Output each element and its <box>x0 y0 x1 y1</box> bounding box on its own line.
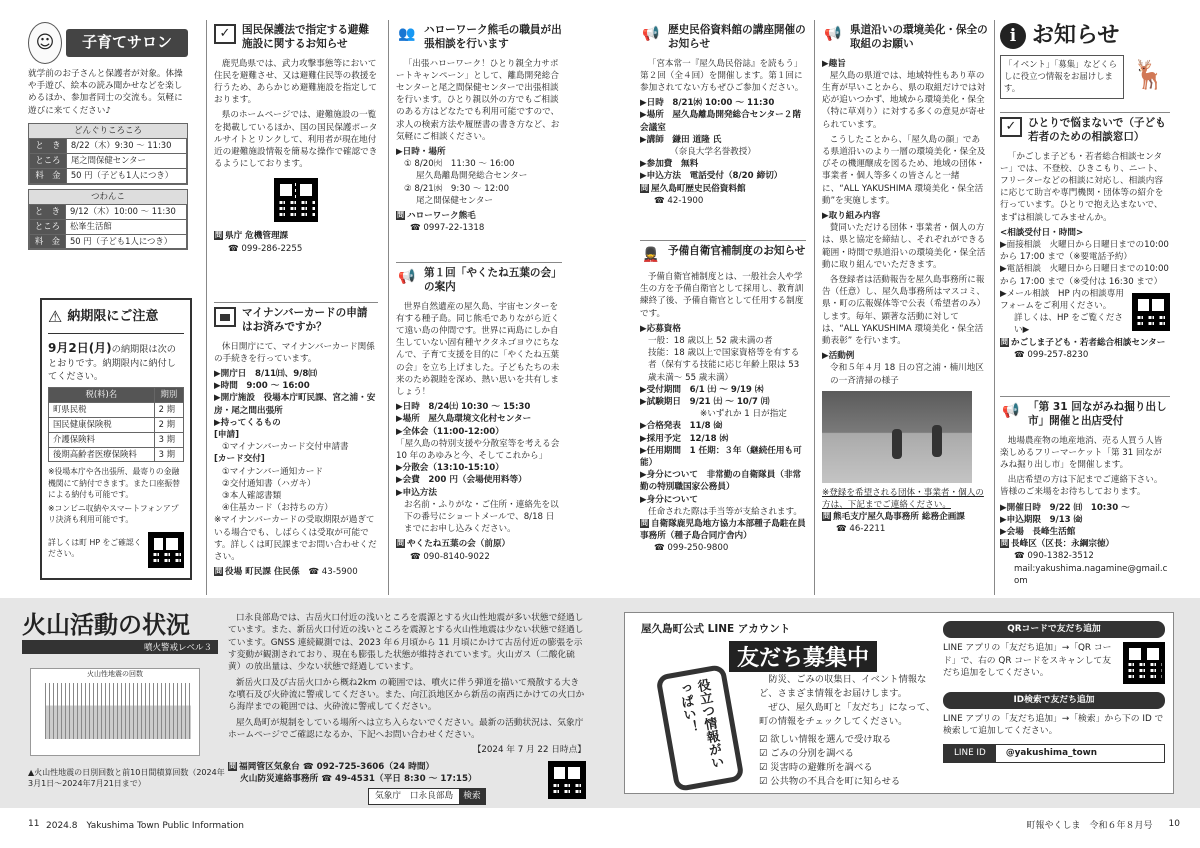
check-item: ☑ 災害時の避難所を調べる <box>759 761 873 773</box>
oshirase-section <box>1000 20 1170 99</box>
list-item: ④住基カード（お持ちの方） <box>222 503 333 514</box>
cell: 料 金 <box>30 234 66 249</box>
megaphone-icon: 📢 <box>824 25 842 42</box>
paragraph: 地場農産物の地産地消、売る人買う人皆楽しめるフリーマーケット「第 31 回ながみね掘り出し市」を開催します。 <box>1000 435 1163 470</box>
volcano-title: 火山活動の状況 <box>22 611 190 639</box>
paragraph: 各登録者は活動報告を屋久島事務所に報告（任意）し、屋久島事務所はマスコミ、県・町の広報媒体等で公表（希望者のみ）します。毎年、顕著な活動に対しては、“ALL YAKUSHIMA 環境美化・保全活動表彰” を行います。 <box>822 274 986 346</box>
list-item: ③本人確認書類 <box>222 490 282 501</box>
cell: と き <box>30 138 67 153</box>
check-item: ☑ 公共物の不具合を町に知らせる <box>759 775 901 787</box>
list-item: ▶開庁日 8/11㈰、9/8㈰ <box>214 368 317 379</box>
list-item: ▶採用予定 12/18 ㈬ <box>640 433 729 444</box>
deer-mascot-icon: 🦌 <box>1131 58 1167 92</box>
paragraph: こうしたことから、「屋久島の顔」である県道沿いのより一層の環境美化・保全及びその機運醸成を図るため、地域の団体・事業者・個人等多くの皆さんと一緒に、“ALL YAKUSHIMA 環境美化・保全活動”を実施します。 <box>822 134 986 206</box>
list-item: <相談受付日・時間> <box>1000 227 1084 238</box>
list-item: 詳しくは、HP をご覧ください▶ <box>1014 313 1123 336</box>
museum-title: 歴史民俗資料館の講座開催のお知らせ <box>668 24 806 50</box>
contact-icon: 問 <box>229 761 236 770</box>
cell: 9/12（木）10:00 ～ 11:30 <box>65 204 186 219</box>
roadside-section <box>822 24 988 536</box>
contact-line: 福岡管区気象台 ☎ 092-725-3606（24 時間） <box>239 761 435 772</box>
table-row: 町県民税 2 期 <box>49 402 184 417</box>
salon-table-2-name: つわんこ <box>29 190 187 204</box>
list-item: ▶趣旨 <box>822 58 846 69</box>
paragraph: 賛同いただける団体・事業者・個人の方は、県と協定を締結し、それぞれができる範囲・時間で県道沿いの環境美化・保全活動に取り組んでいただきます。 <box>822 223 986 270</box>
card-icon <box>214 307 236 327</box>
table-row: 介護保険料 3 期 <box>49 432 184 447</box>
list-item: ②交付通知書（ハガキ） <box>222 478 316 489</box>
paragraph: 出店希望の方は下記までご連絡下さい。皆様のご来場をお待ちしております。 <box>1000 475 1163 498</box>
list-item: ▶取り組み内容 <box>822 210 881 221</box>
payment-table <box>48 387 184 463</box>
mynumber-section <box>214 302 378 578</box>
page-number-left: 11 <box>28 819 40 829</box>
qr-title: QRコードで友だち追加 <box>943 621 1165 638</box>
list-item: ▶参加費 無料 <box>640 159 699 170</box>
id-title: ID検索で友だち追加 <box>943 692 1165 709</box>
list-item: 屋久島離島開発総合センター <box>416 171 528 182</box>
list-item: ①マイナンバーカード交付申請書 <box>222 442 349 453</box>
oshirase-sub: 「イベント」「募集」などくらしに役立つ情報をお届けします。 <box>1000 55 1124 99</box>
contact-name: 役場 町民課 住民係 <box>225 567 300 578</box>
cell: と き <box>30 204 66 219</box>
contact-tel: ☎ 099-257-8230 <box>1014 349 1089 360</box>
contact-icon: 問 <box>641 519 648 528</box>
payment-text: の納期限は次のとおりです。納期限内に納付してください。 <box>48 343 176 382</box>
contact-name: やくたね五葉の会（前原） <box>407 539 511 550</box>
search-text: 気象庁 口永良部島 <box>375 791 454 802</box>
contact-icon: 問 <box>397 539 404 548</box>
qr-code[interactable] <box>548 761 586 799</box>
contact-name: 自衛隊鹿児島地方協力本部種子島駐在員事務所（種子島合同庁舎内） <box>640 519 806 542</box>
paragraph: 口永良部島では、古岳火口付近の浅いところを震源とする火山性地震が多い状態で経過しています。また、新岳火口付近の浅いところを震源とする火山性地震は少ない状態で経過しています。GNSS 連続観測では、2023 年６月頃から 11 月頃にかけて古岳付近の膨張を示す変動が観測されており、現在も膨張した状態が維持されています。火山ガス（二酸化硫黄）の放出量は、少ない状態で経過しています。 <box>228 613 584 673</box>
list-item: ▶試験期日 9/21 ㈯ ～ 10/7 ㈪ <box>640 397 770 408</box>
volcano-chart <box>30 668 200 756</box>
cell: 50 円（子ども1人につき） <box>65 234 186 249</box>
line-id-value: @yakushima_town <box>1005 748 1098 758</box>
museum-section <box>640 24 806 207</box>
checkbox-icon: ☑ <box>759 775 771 787</box>
checkbox-icon: ✓ <box>214 24 236 44</box>
footer-left-label: 2024.8 Yakushima Town Public Information <box>46 820 244 831</box>
table-row: 国民健康保険税 2 期 <box>49 417 184 432</box>
megaphone-icon: 📢 <box>642 25 660 42</box>
volcano-caption: ▲火山性地震の日別回数と前10日間積算回数（2024年3月1日～2024年7月21日まで） <box>28 768 225 788</box>
paragraph: 防災、ごみの収集日、イベント情報など、さまざま情報をお届けします。 <box>759 674 927 699</box>
contact-tel: ☎ 099-250-9800 <box>654 543 729 554</box>
footer-right-label: 町報やくしま 令和６年８月号 <box>1026 820 1153 831</box>
payment-section <box>40 298 192 580</box>
hellowork-title: ハローワーク熊毛の職員が出張相談を行います <box>424 24 562 50</box>
contact-mail: mail:yakushima.nagamine@gmail.com <box>1014 563 1168 586</box>
divider <box>206 20 207 595</box>
roadside-title: 県道沿いの環境美化・保全の取組のお願い <box>850 24 988 50</box>
contact-icon: 問 <box>1001 337 1008 346</box>
divider <box>994 20 995 595</box>
list-item: 「屋久島の特別支援や分散室等を考える会 10 年のあゆみと今、そしてこれから」 <box>396 438 560 461</box>
list-item: ▶日時・場所 <box>396 146 446 157</box>
contact-name: 熊毛支庁屋久島事務所 総務企画課 <box>833 512 965 523</box>
contact-name: かごしま子ども・若者総合相談センター <box>1011 337 1166 348</box>
list-item: ▶メール相談 HP 内の相談専用フォームをご利用ください。 <box>1000 288 1124 311</box>
sdf-title: 予備自衛官補制度のお知らせ <box>668 245 806 257</box>
cell: 松峯生活館 <box>65 219 186 234</box>
search-box[interactable] <box>368 788 486 804</box>
contact-tel: ☎ 42-1900 <box>654 195 704 206</box>
id-text: LINE アプリの「友だち追加」→「検索」から下の ID で検索して追加してください。 <box>943 713 1164 737</box>
cell: 50 円（子ども1人につき） <box>66 168 186 183</box>
list-item: ▶面接相談 火曜日から日曜日までの10:00 から 17:00 まで（※要電話予約） <box>1000 239 1169 263</box>
phone-text: 役立つ情報がいっぱい！ <box>674 677 725 770</box>
contact-tel: ☎ 46-2211 <box>836 524 886 535</box>
list-item: 任命された際は手当等が支給されます。 <box>648 506 803 517</box>
list-item: ▶開庁施設 役場本庁町民課、宮之浦・安房・尾之間出張所 <box>214 393 376 416</box>
nagamine-title: 「第 31 回ながみね掘り出し市」開催と出店受付 <box>1028 401 1167 427</box>
payment-note-1: ※役場本庁や各出張所、最寄りの金融機関にて納付できます。また口座振替による納付も可能です。 <box>48 467 180 499</box>
salon-table-1 <box>28 123 188 185</box>
salon-intro: 就学前のお子さんと保護者が対象。体操や手遊び、絵本の読み聞かせなどを楽しめるほか、参加者同士の交流も。気軽に遊びに来てください♪ <box>28 69 183 116</box>
list-item: ① 8/20㈫ 11:30 ～ 16:00 <box>404 159 515 170</box>
list-item: ▶日時 8/21㈬ 10:00 ～ 11:30 <box>640 98 775 109</box>
line-title: 友だち募集中 <box>729 641 877 672</box>
baby-icon: ☺ <box>28 22 62 64</box>
paragraph: 予備自衛官補制度とは、一般社会人や学生の方を予備自衛官として採用し、教育訓練終了後、予備自衛官として任用する制度です。 <box>640 272 804 319</box>
list-item: ▶申込期限 9/13 ㈮ <box>1000 514 1083 525</box>
list-item: ▶開催日時 9/22 ㈰ 10:30 ～ <box>1000 502 1130 513</box>
contact-tel: ☎ 090-8140-9022 <box>410 551 490 562</box>
contact-icon: 問 <box>641 183 648 192</box>
cleanup-photo <box>822 391 972 483</box>
paragraph: 屋久島の県道では、地域特性もあり草の生育が早いことから、県の取組だけでは対応が追いつかず、地域から環境美化・保全（特に草刈り）に対する多くの意見が寄せられています。 <box>822 70 986 130</box>
contact-icon: 問 <box>1001 539 1008 548</box>
mynumber-title: マイナンバーカードの申請はお済みですか？ <box>242 307 368 333</box>
checkbox-icon: ☑ <box>759 733 771 745</box>
list-item: ▶活動例 <box>822 351 855 362</box>
payment-note-2: ※コンビニ収納やスマートフォンアプリ決済も利用可能です。 <box>48 503 179 524</box>
shelter-section <box>214 24 378 255</box>
contact-tel: ☎ 0997-22-1318 <box>410 223 485 234</box>
list-item: ▶講師 鎌田 道隆 氏 <box>640 134 722 145</box>
people-icon: 👥 <box>398 25 416 42</box>
list-item: 令和５年４月 18 日の宮之浦・楠川地区の一斉清掃の様子 <box>830 363 984 386</box>
list-item: ▶身分について <box>640 494 698 505</box>
volcano-level: 噴火警戒レベル３ <box>22 640 218 654</box>
list-item: ①マイナンバー通知カード <box>222 466 324 477</box>
seminar-title: 第１回「やくたね五葉の会」の案内 <box>424 267 562 293</box>
list-item: ▶持ってくるもの <box>214 417 281 428</box>
cell: 尾之間保健センター <box>66 153 186 168</box>
paragraph: 新岳火口及び古岳火口から概ね2km の範囲では、噴火に伴う弾道を描いて飛散する大きな噴石及び火砕流に警戒してください。また、向江浜地区から新岳の南西にかけての火口から海岸までの範囲では、火砕流に警戒してください。 <box>228 677 585 713</box>
paragraph: 世界自然遺産の屋久島、宇宙センターを有する種子島。同じ熊毛でありながら近くて遠い島の仲間です。世界に両島にしか自生していない固有種ヤクタネゴヨウにちなんで、子育て支援を目的に「やくたね五葉の会」を立ち上げました。子どもたちの未来のため親睦を深め、熱い思いを共有しましょう！ <box>396 301 560 397</box>
salon-title: 子育てサロン <box>66 29 188 56</box>
hellowork-section <box>396 24 562 234</box>
payment-title: 納期限にご注意 <box>67 309 159 325</box>
cell: 料 金 <box>30 168 67 183</box>
list-item: ▶時間 9:00 ～ 16:00 <box>214 381 310 392</box>
col-header: 税(料)名 <box>49 387 155 402</box>
megaphone-icon: 📢 <box>398 268 416 285</box>
paragraph: 県のホームページでは、避難施設の一覧を掲載しているほか、国の国民保護ポータルサイトとリンクして、利用者が現在地付近の避難施設情報を簡易な操作で確認できるようにしております。 <box>214 110 378 170</box>
payment-note-3: 詳しくは町 HP をご確認ください。 <box>48 538 142 559</box>
list-item: 技能：18 歳以上で国家資格等を有する者（保有する技能に応じ年齢上限は 53 歳未満～ 55 歳未満） <box>648 348 800 383</box>
list-item: ▶身分について 非常勤の自衛隊員（非常勤の特別職国家公務員） <box>640 470 802 493</box>
paragraph: 鹿児島県では、武力攻撃事態等において住民を避難させ、又は避難住民等の救援を行うため、あらかじめ避難施設を指定しております。 <box>214 58 378 106</box>
contact-icon: 問 <box>823 512 830 521</box>
footer <box>0 812 1200 836</box>
qr-code[interactable] <box>274 178 318 222</box>
qr-text: LINE アプリの「友だち追加」→「QR コード」で、右の QR コードをスキャンして友だち追加をしてください。 <box>943 642 1112 679</box>
qr-code[interactable] <box>1132 293 1170 331</box>
note: ※登録を希望される団体・事業者・個人の方は、下記までご連絡ください。 <box>822 487 984 511</box>
payment-date: 9月2日(月) <box>48 340 112 355</box>
sdf-section <box>640 240 806 555</box>
paragraph: 屋久島町が規制をしている場所へは立ち入らないでください。最新の活動状況は、気象庁ホームページでご確認になるか、下記へお問い合わせください。 <box>228 717 584 741</box>
contact-name: 屋久島町歴史民俗資料館 <box>651 183 746 194</box>
contact-name: ハローワーク熊毛 <box>407 210 476 221</box>
list-item: ▶分散会（13:10-15:10） <box>396 463 504 474</box>
qr-code[interactable] <box>148 532 184 568</box>
cell: ところ <box>30 219 66 234</box>
bottom-band <box>0 598 1200 808</box>
contact-tel: ☎ 090-1382-3512 <box>1014 551 1094 562</box>
contact-icon: 問 <box>215 567 222 576</box>
qr-code[interactable] <box>1123 642 1165 684</box>
checkbox-icon: ☑ <box>759 761 771 773</box>
list-item: [カード交付] <box>214 454 265 465</box>
soldier-icon: 💂 <box>642 246 660 263</box>
divider <box>814 20 815 595</box>
cell: 8/22（木）9:30 ～ 11:30 <box>66 138 186 153</box>
list-item: ▶申込方法 <box>396 487 437 498</box>
paragraph: ぜひ、屋久島町と「友だち」になって、町の情報をチェックしてください。 <box>759 701 936 727</box>
check-item: ☑ ごみの分別を調べる <box>759 747 854 759</box>
hitori-section <box>1000 112 1170 361</box>
divider <box>388 20 389 595</box>
list-item: ▶任用期間 1 任期：３年（継続任用も可能） <box>640 445 802 469</box>
salon-table-1-name: どんぐりころころ <box>29 124 187 138</box>
oshirase-title: お知らせ <box>1032 23 1120 48</box>
volcano-header <box>22 612 218 654</box>
line-id-box[interactable] <box>943 744 1165 763</box>
check-item: ☑ 欲しい情報を選んで受け取る <box>759 733 892 745</box>
list-item: ※いずれか 1 日が指定 <box>700 409 787 420</box>
salon-table-2 <box>28 189 188 251</box>
col-header: 期別 <box>154 387 183 402</box>
hitori-title: ひとりで悩まないで（子ども若者のための相談窓口） <box>1028 117 1166 143</box>
page-number-right: 10 <box>1168 819 1180 829</box>
phone-icon <box>655 664 744 792</box>
search-button[interactable]: 検索 <box>459 789 484 803</box>
list-item: ▶合格発表 11/8 ㈮ <box>640 421 723 432</box>
list-item: ② 8/21㈬ 9:30 ～ 12:00 <box>404 183 510 194</box>
line-panel <box>624 612 1174 794</box>
paragraph: 「宮本常一『屋久島民俗誌』を読もう」第２回（全４回）を開催します。第１回に参加されてない方もぜひご参加ください。 <box>640 58 804 93</box>
line-head: 屋久島町公式 LINE アカウント <box>641 623 791 635</box>
paragraph: 休日開庁にて、マイナンバーカード関係の手続きを行っています。 <box>214 341 375 364</box>
contact-icon: 問 <box>215 231 222 240</box>
volcano-text <box>228 612 586 805</box>
table-row: 後期高齢者医療保険料 3 期 <box>49 447 184 462</box>
contact-name: 長峰区（区長：永綱宗徳） <box>1011 539 1115 550</box>
chart-title: 火山性地震の回数 <box>87 670 143 678</box>
cell: ところ <box>30 153 67 168</box>
list-item: ▶全体会（11:00-12:00） <box>396 426 504 437</box>
contact-name: 県庁 危機管理課 <box>225 231 289 242</box>
checkbox-icon: ☑ <box>759 747 771 759</box>
list-item: 尾之間保健センター <box>416 195 494 206</box>
list-item: ▶申込方法 電話受付（8/20 締切） <box>640 171 783 182</box>
warning-icon: ⚠ <box>48 307 63 326</box>
list-item: （奈良大学名誉教授） <box>670 146 756 157</box>
seminar-section <box>396 262 562 563</box>
volcano-date: 【2024 年 7 月 22 日時点】 <box>472 745 586 756</box>
info-icon: i <box>1000 23 1026 49</box>
list-item: ▶応募資格 <box>640 323 681 334</box>
list-item: ▶会場 長峰生活館 <box>1000 526 1076 537</box>
list-item: ▶電話相談 火曜日から日曜日までの10:00 から 17:00 まで（※受付は 16:30 まで） <box>1000 264 1169 287</box>
shelter-title: 国民保護法で指定する避難施設に関するお知らせ <box>242 24 370 50</box>
contact-line: 火山防災連絡事務所 ☎ 49-4531（平日 8:30 ～ 17:15） <box>240 774 477 785</box>
list-item: ▶場所 屋久島離島開発総合センター２階会議室 <box>640 110 801 133</box>
contact-tel: ☎ 43-5900 <box>308 567 358 578</box>
checkbox-icon: ✓ <box>1000 117 1022 137</box>
nagamine-section <box>1000 396 1170 587</box>
megaphone-icon: 📢 <box>1002 402 1020 419</box>
contact-icon: 問 <box>397 210 404 219</box>
list-item: 一般：18 歳以上 52 歳未満の者 <box>648 336 773 347</box>
contact-tel: ☎ 099-286-2255 <box>228 243 303 254</box>
paragraph: 「出張ハローワーク！ひとり親全力サポートキャンペーン」として、離島開発総合センターと尾之間保健センターで出張相談を行います。ひとり親以外の方でもご相談のある方はどなたでも利用可能ですので、求人の検索方法や履歴書の書き方など、お気軽にご相談ください。 <box>396 58 560 142</box>
list-item: ▶受付期間 6/1 ㈯ ～ 9/19 ㈭ <box>640 384 764 395</box>
list-item: お名前・ふりがな・ご住所・連絡先を以下の番号にショートメールで、8/18 日までにお申し込みください。 <box>404 499 559 535</box>
list-item: ※マイナンバーカードの受取期限が過ぎている場合でも、しばらくは受取が可能です。詳しくは町民課までお問い合わせください。 <box>214 515 377 562</box>
list-item: ▶場所 屋久島環境文化村センター <box>396 414 532 425</box>
salon-section <box>28 22 188 250</box>
paragraph: 「かごしま子ども・若者総合相談センター」では、不登校、ひきこもり、ニート、フリーターなどの相談に対応し、相談内容に応じて助言や専門機関・団体等の紹介を行っています。ひとりで抱え込まないで、まずは相談してみませんか。 <box>1000 151 1164 223</box>
list-item: ▶会費 200 円（会場使用料等） <box>396 475 527 486</box>
list-item: [申請] <box>214 429 240 440</box>
line-id-label: LINE ID <box>944 745 996 762</box>
list-item: ▶日時 8/24㈯ 10:30 ～ 15:30 <box>396 402 531 413</box>
